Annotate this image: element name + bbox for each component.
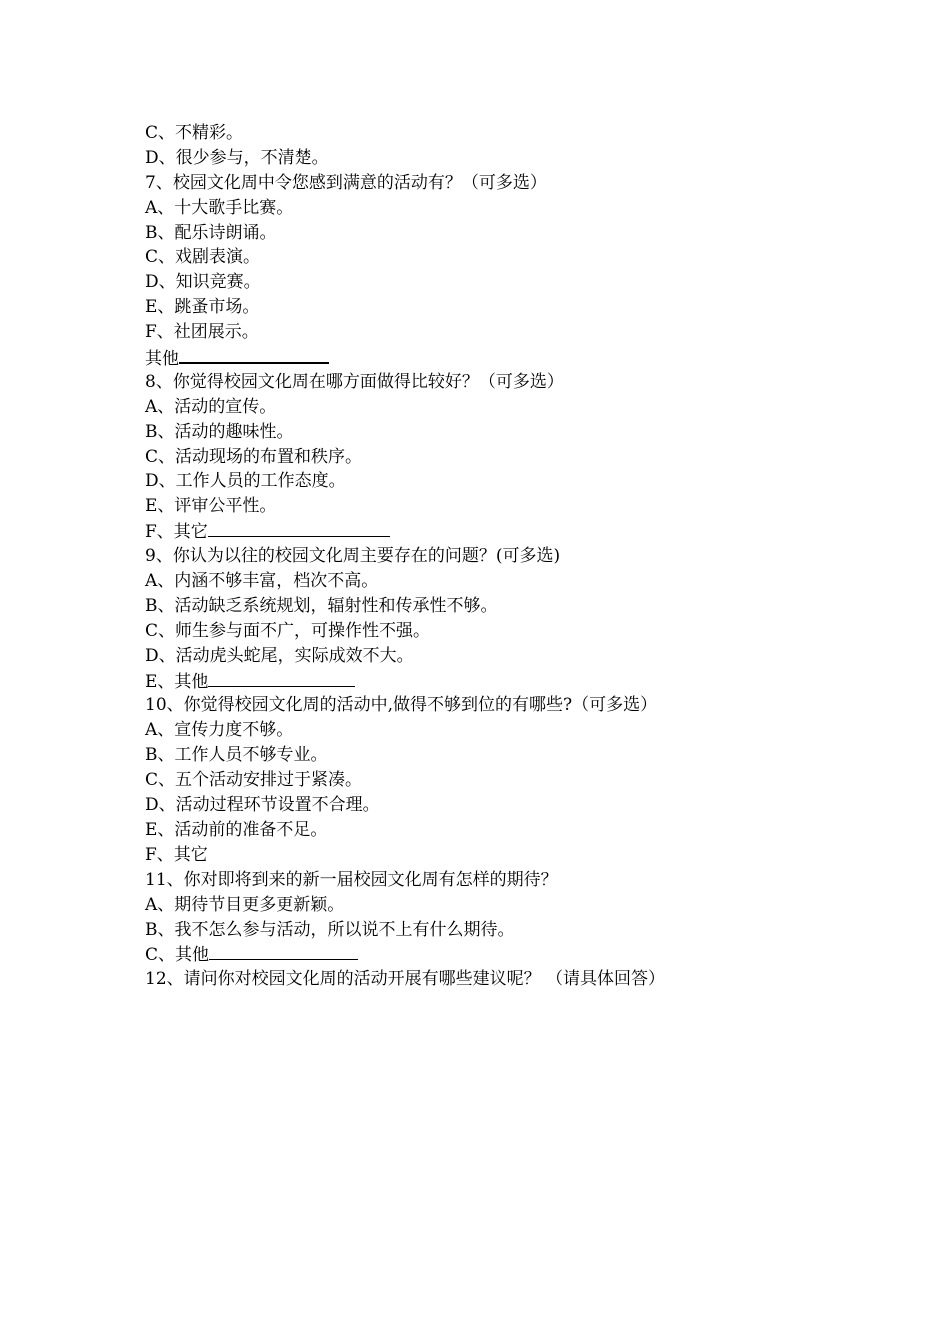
q7-other-blank[interactable] — [179, 345, 329, 364]
q8-other-label: F、其它 — [145, 522, 208, 543]
q7-other-label: 其他 — [145, 349, 179, 370]
question-9: 9、你认为以往的校园文化周主要存在的问题？(可多选) — [145, 546, 561, 567]
q8-option-e: E、评审公平性。 — [145, 496, 277, 517]
q8-other-blank[interactable] — [208, 519, 390, 537]
q7-option-other — [145, 345, 845, 370]
question-11: 11、你对即将到来的新一届校园文化周有怎样的期待？ — [145, 869, 558, 890]
q7-option-a: A、十大歌手比赛。 — [145, 197, 294, 218]
questionnaire-page — [145, 121, 845, 992]
q6-option-c: C、不精彩。 — [145, 123, 244, 143]
q9-option-e — [145, 669, 845, 694]
q10-option-b: B、工作人员不够专业。 — [145, 745, 328, 766]
q8-option-c: C、活动现场的布置和秩序。 — [145, 446, 363, 467]
q6-option-d: D、很少参与，不清楚。 — [145, 147, 329, 168]
q10-option-c: C、五个活动安排过于紧凑。 — [145, 770, 363, 791]
question-7: 7、校园文化周中令您感到满意的活动有？（可多选） — [145, 172, 547, 193]
q11-other-label: C、其他 — [145, 945, 210, 966]
question-10: 10、你觉得校园文化周的活动中,做得不够到位的有哪些?（可多选） — [145, 695, 658, 716]
q8-option-f — [145, 519, 845, 544]
q8-option-b: B、活动的趣味性。 — [145, 421, 294, 442]
q7-option-e: E、跳蚤市场。 — [145, 297, 260, 318]
q10-option-d: D、活动过程环节设置不合理。 — [145, 795, 380, 816]
q8-option-d: D、工作人员的工作态度。 — [145, 471, 346, 492]
q9-option-d: D、活动虎头蛇尾，实际成效不大。 — [145, 645, 414, 666]
q9-option-c: C、师生参与面不广，可操作性不强。 — [145, 620, 431, 641]
q10-option-f: F、其它 — [145, 844, 208, 865]
question-8: 8、你觉得校园文化周在哪方面做得比较好？（可多选） — [145, 371, 564, 392]
q10-option-e: E、活动前的准备不足。 — [145, 819, 328, 840]
q11-option-b: B、我不怎么参与活动，所以说不上有什么期待。 — [145, 919, 515, 940]
q11-option-a: A、期待节目更多更新颖。 — [145, 894, 345, 915]
q10-option-a: A、宣传力度不够。 — [145, 720, 294, 741]
q7-option-c: C、戏剧表演。 — [145, 247, 261, 268]
q7-option-d: D、知识竞赛。 — [145, 272, 261, 293]
q7-option-f: F、社团展示。 — [145, 322, 259, 343]
q11-other-blank[interactable] — [209, 942, 358, 960]
q9-other-blank[interactable] — [208, 669, 355, 687]
q9-other-label: E、其他 — [145, 671, 209, 692]
q8-option-a: A、活动的宣传。 — [145, 396, 277, 417]
q7-option-b: B、配乐诗朗诵。 — [145, 222, 277, 243]
q11-option-c — [145, 942, 845, 967]
q9-option-b: B、活动缺乏系统规划，辐射性和传承性不够。 — [145, 595, 498, 616]
question-12: 12、请问你对校园文化周的活动开展有哪些建议呢？ （请具体回答） — [145, 969, 666, 990]
q9-option-a: A、内涵不够丰富，档次不高。 — [145, 571, 379, 592]
